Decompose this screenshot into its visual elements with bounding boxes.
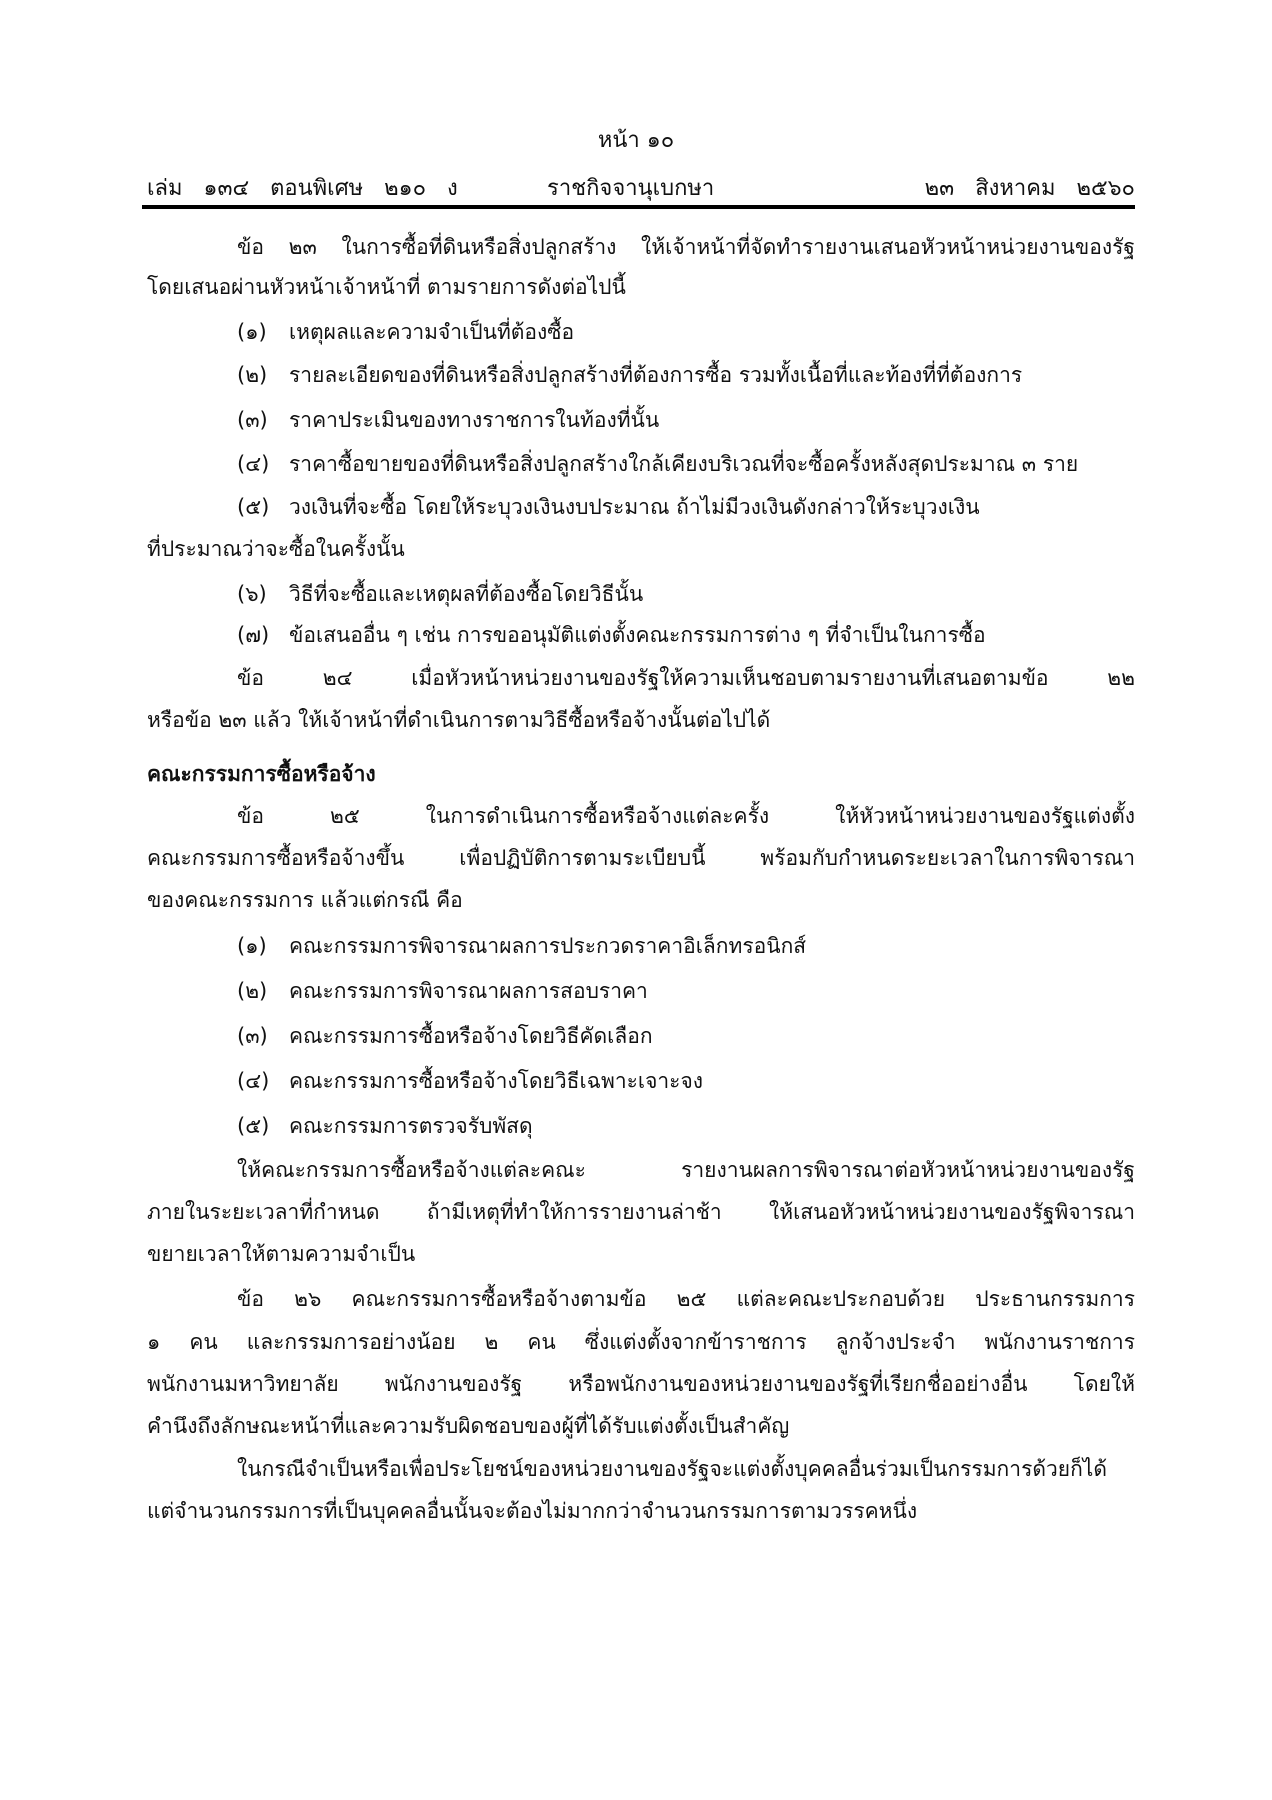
clause-25-line-2: คณะกรรมการซื้อหรือจ้างขึ้น เพื่อปฏิบัติการตามระเบียบนี้ พร้อมกับกำหนดระยะเวลาในการพิจารณา xyxy=(147,846,1135,870)
clause-26-para2-line-2: แต่จำนวนกรรมการที่เป็นบุคคลอื่นนั้นจะต้องไม่มากกว่าจำนวนกรรมการตามวรรคหนึ่ง xyxy=(147,1499,918,1523)
item-number: (๔) xyxy=(237,1069,270,1093)
item-number: (๓) xyxy=(237,1024,268,1048)
item-text: คณะกรรมการซื้อหรือจ้างโดยวิธีคัดเลือก xyxy=(289,1024,653,1048)
clause-23-item-5 xyxy=(237,493,980,521)
page-number: หน้า ๑๐ xyxy=(597,128,675,153)
clause-25-item-3 xyxy=(237,1022,653,1050)
publication-date: ๒๓ สิงหาคม ๒๕๖๐ xyxy=(924,176,1135,201)
clause-23-item-6 xyxy=(237,580,643,608)
clause-26-line-1: ข้อ ๒๖ คณะกรรมการซื้อหรือจ้างตามข้อ ๒๕ แต่ละคณะประกอบด้วย ประธานกรรมการ xyxy=(237,1287,1135,1311)
item-text: วงเงินที่จะซื้อ โดยให้ระบุวงเงินงบประมาณ ถ้าไม่มีวงเงินดังกล่าวให้ระบุวงเงิน xyxy=(289,495,980,519)
item-number: (๗) xyxy=(237,623,270,647)
clause-25-item-2 xyxy=(237,977,648,1005)
item-number: (๒) xyxy=(237,363,268,387)
item-number: (๒) xyxy=(237,979,268,1003)
clause-26-line-4: คำนึงถึงลักษณะหน้าที่และความรับผิดชอบของผู้ที่ได้รับแต่งตั้งเป็นสำคัญ xyxy=(147,1414,790,1438)
item-text: วิธีที่จะซื้อและเหตุผลที่ต้องซื้อโดยวิธีนั้น xyxy=(289,582,644,606)
header-rule xyxy=(142,205,1135,209)
clause-23-item-1 xyxy=(237,318,574,346)
item-text: ราคาซื้อขายของที่ดินหรือสิ่งปลูกสร้างใกล้เคียงบริเวณที่จะซื้อครั้งหลังสุดประมาณ ๓ ราย xyxy=(289,452,1079,476)
gazette-header xyxy=(147,170,1135,201)
clause-25-item-5 xyxy=(237,1112,533,1140)
clause-25-line-3: ของคณะกรรมการ แล้วแต่กรณี คือ xyxy=(147,888,463,912)
clause-26-line-3: พนักงานมหาวิทยาลัย พนักงานของรัฐ หรือพนักงานของหน่วยงานของรัฐที่เรียกชื่ออย่างอื่น โดยให้ xyxy=(147,1372,1135,1396)
clause-25-para2-line-2: ภายในระยะเวลาที่กำหนด ถ้ามีเหตุที่ทำให้การรายงานล่าช้า ให้เสนอหัวหน้าหน่วยงานของรัฐพิจารณา xyxy=(147,1200,1135,1224)
clause-24-line-2: หรือข้อ ๒๓ แล้ว ให้เจ้าหน้าที่ดำเนินการตามวิธีซื้อหรือจ้างนั้นต่อไปได้ xyxy=(147,708,771,732)
clause-25-para2-line-1: ให้คณะกรรมการซื้อหรือจ้างแต่ละคณะ รายงานผลการพิจารณาต่อหัวหน้าหน่วยงานของรัฐ xyxy=(237,1158,1135,1182)
clause-25-item-4 xyxy=(237,1067,703,1095)
item-text: คณะกรรมการพิจารณาผลการประกวดราคาอิเล็กทรอนิกส์ xyxy=(289,934,807,958)
publication-title: ราชกิจจานุเบกษา xyxy=(547,176,715,201)
item-text: เหตุผลและความจำเป็นที่ต้องซื้อ xyxy=(289,320,575,344)
volume-issue: เล่ม ๑๓๔ ตอนพิเศษ ๒๑๐ ง xyxy=(147,176,458,201)
item-number: (๓) xyxy=(237,408,268,432)
clause-26-line-2: ๑ คน และกรรมการอย่างน้อย ๒ คน ซึ่งแต่งตั้งจากข้าราชการ ลูกจ้างประจำ พนักงานราชการ xyxy=(147,1330,1135,1354)
item-text: คณะกรรมการพิจารณาผลการสอบราคา xyxy=(289,979,648,1003)
clause-25-para2-line-3: ขยายเวลาให้ตามความจำเป็น xyxy=(147,1242,416,1266)
clause-26-para2-line-1: ในกรณีจำเป็นหรือเพื่อประโยชน์ของหน่วยงานของรัฐจะแต่งตั้งบุคคลอื่นร่วมเป็นกรรมการด้วยก็ได้ xyxy=(237,1457,1107,1481)
clause-23-item-4 xyxy=(237,450,1078,478)
item-number: (๔) xyxy=(237,452,270,476)
item-text: คณะกรรมการซื้อหรือจ้างโดยวิธีเฉพาะเจาะจง xyxy=(289,1069,704,1093)
item-number: (๑) xyxy=(237,934,267,958)
section-heading: คณะกรรมการซื้อหรือจ้าง xyxy=(147,762,376,786)
clause-23-item-5-cont: ที่ประมาณว่าจะซื้อในครั้งนั้น xyxy=(147,537,405,561)
clause-23-line-2: โดยเสนอผ่านหัวหน้าเจ้าหน้าที่ ตามรายการดังต่อไปนี้ xyxy=(147,275,626,299)
item-text: รายละเอียดของที่ดินหรือสิ่งปลูกสร้างที่ต้องการซื้อ รวมทั้งเนื้อที่และท้องที่ที่ต้องการ xyxy=(289,363,1023,387)
clause-23-item-2 xyxy=(237,361,1022,389)
clause-23-line-1: ข้อ ๒๓ ในการซื้อที่ดินหรือสิ่งปลูกสร้าง ให้เจ้าหน้าที่จัดทำรายงานเสนอหัวหน้าหน่วยงานของรัฐ xyxy=(237,235,1135,259)
clause-25-line-1: ข้อ ๒๕ ในการดำเนินการซื้อหรือจ้างแต่ละครั้ง ให้หัวหน้าหน่วยงานของรัฐแต่งตั้ง xyxy=(237,804,1135,828)
item-number: (๖) xyxy=(237,582,267,606)
item-text: ราคาประเมินของทางราชการในท้องที่นั้น xyxy=(289,408,660,432)
item-text: คณะกรรมการตรวจรับพัสดุ xyxy=(289,1114,533,1138)
item-number: (๕) xyxy=(237,1114,270,1138)
item-number: (๕) xyxy=(237,495,270,519)
clause-25-item-1 xyxy=(237,932,806,960)
clause-23-item-3 xyxy=(237,406,659,434)
clause-23-item-7 xyxy=(237,621,986,649)
item-text: ข้อเสนออื่น ๆ เช่น การขออนุมัติแต่งตั้งคณะกรรมการต่าง ๆ ที่จำเป็นในการซื้อ xyxy=(289,623,986,647)
clause-24-line-1: ข้อ ๒๔ เมื่อหัวหน้าหน่วยงานของรัฐให้ความเห็นชอบตามรายงานที่เสนอตามข้อ ๒๒ xyxy=(237,666,1135,690)
item-number: (๑) xyxy=(237,320,267,344)
